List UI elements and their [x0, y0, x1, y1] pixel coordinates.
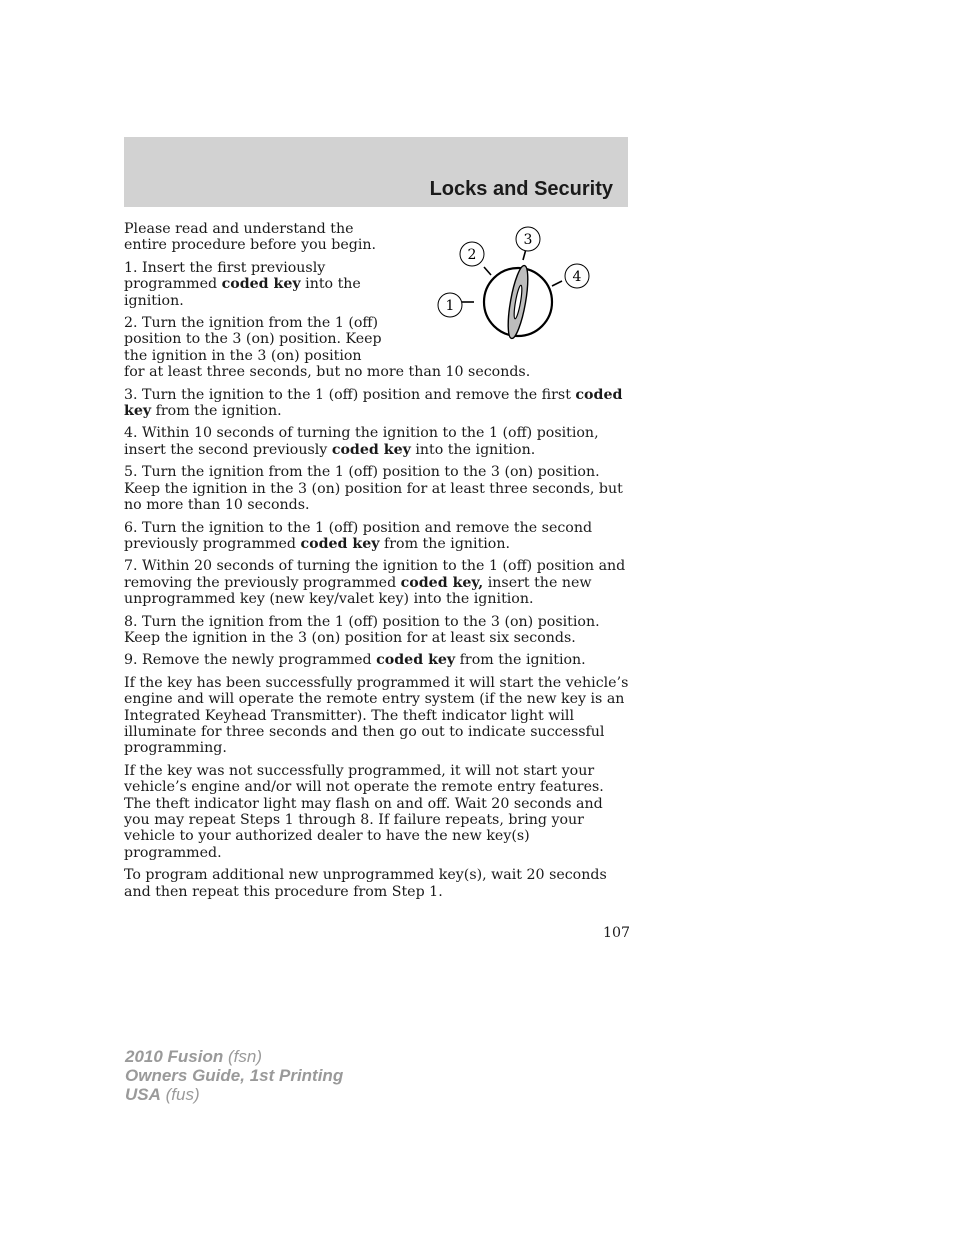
- step-3: 3. Turn the ignition to the 1 (off) position and remove the first coded key from the ignition.: [124, 386, 623, 420]
- step-6: 6. Turn the ignition to the 1 (off) position and remove the second previously programmed coded key from the ignition.: [124, 519, 593, 552]
- footer-line-market: USA (fus): [125, 1085, 200, 1104]
- step-7: 7. Within 20 seconds of turning the ignition to the 1 (off) position and removing the previously programmed coded key, insert the new unprogrammed key (new key/valet key) into the ignition.: [124, 558, 626, 608]
- position-label-1: 1: [445, 298, 455, 314]
- page-number: 107: [603, 925, 631, 941]
- position-label-3: 3: [523, 232, 533, 248]
- step-1: 1. Insert the first previously programmed coded key into the ignition.: [124, 259, 361, 309]
- section-header: [124, 137, 628, 207]
- position-label-4: 4: [572, 269, 582, 285]
- intro-paragraph: Please read and understand the entire procedure before you begin.: [124, 221, 377, 254]
- document-footer: [125, 1047, 343, 1104]
- position-label-2: 2: [467, 247, 477, 263]
- footer-line-model: 2010 Fusion (fsn): [125, 1047, 262, 1066]
- failure-paragraph: If the key was not successfully programmed, it will not start your vehicle’s engine and/or will not operate the remote entry features. The theft indicator light may flash on and off. Wait 20 seconds and you may repeat Steps 1 through 8. If failure repeats, bring your vehicle to your authorized dealer to have the new key(s) programmed.: [124, 762, 604, 861]
- procedure-body: [124, 221, 630, 906]
- additional-keys-paragraph: To program additional new unprogrammed key(s), wait 20 seconds and then repeat this procedure from Step 1.: [124, 867, 607, 900]
- footer-line-edition: Owners Guide, 1st Printing: [125, 1066, 344, 1085]
- step-5: 5. Turn the ignition from the 1 (off) position to the 3 (on) position. Keep the ignition in the 3 (on) position for at least three seconds, but no more than 10 seconds.: [124, 464, 623, 514]
- step-2: 2. Turn the ignition from the 1 (off) position to the 3 (on) position. Keep the ignition in the 3 (on) position for at least three seconds, but no more than 10 seconds.: [124, 315, 531, 381]
- section-title: Locks and Security: [429, 178, 613, 200]
- step-9: 9. Remove the newly programmed coded key from the ignition.: [124, 652, 586, 669]
- success-paragraph: If the key has been successfully programmed it will start the vehicle’s engine and will operate the remote entry system (if the new key is an Integrated Keyhead Transmitter). The theft indicator light will illuminate for three seconds and then go out to indicate successful programming.: [124, 674, 629, 757]
- step-8: 8. Turn the ignition from the 1 (off) position to the 3 (on) position. Keep the ignition in the 3 (on) position for at least six seconds.: [124, 613, 600, 646]
- step-4: 4. Within 10 seconds of turning the ignition to the 1 (off) position, insert the second previously coded key into the ignition.: [124, 425, 599, 458]
